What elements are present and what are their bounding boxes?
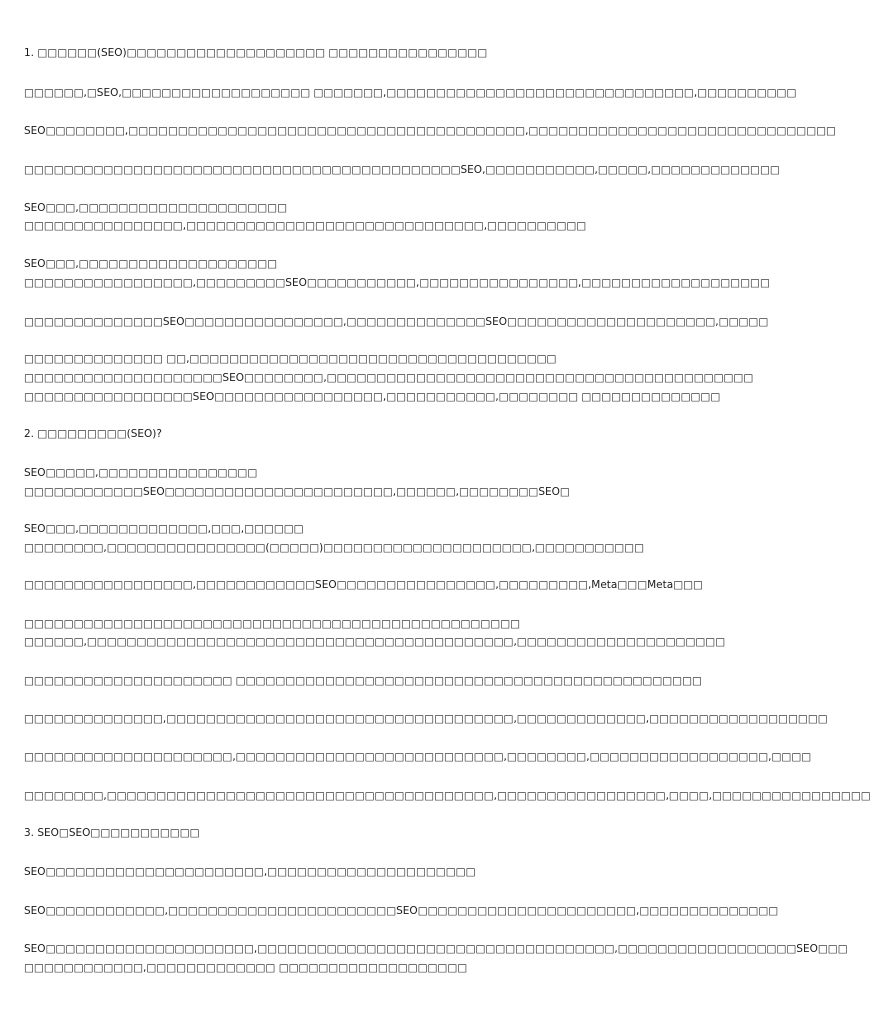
paragraph-line: □□□□□□,□□□□□□□□□□□□□□□□□□□□□□□□□□□□□□□□□□□□□□□□□□□,□□□□□□□□□□□□□□□□□□□□□ bbox=[24, 636, 726, 648]
paragraph-line: □□□□□□□□□□□□□□□□□,□□□□□□□□□SEO□□□□□□□□□□□,□□□□□□□□□□□□□□□□,□□□□□□□□□□□□□□□□□□□ bbox=[24, 277, 770, 289]
paragraph-line: □□□□□□□□□□□□□□□□□□□□□□□□□□□□□□□□□□□□□□□□□□□□SEO,□□□□□□□□□□□,□□□□□,□□□□□□□□□□□□□ bbox=[24, 164, 780, 176]
paragraph-line: □□□□□□□□,□□□□□□□□□□□□□□□□□□□□□□□□□□□□□□□□□□□□□□□,□□□□□□□□□□□□□□□□□,□□□□,□□□□□□□□□□□□□□□□ bbox=[24, 790, 871, 802]
paragraph-line: SEO□□□□□,□□□□□□□□□□□□□□□□ bbox=[24, 467, 258, 479]
paragraph-line: □□□□□□□□□□□□SEO□□□□□□□□□□□□□□□□□□□□□□□,□□□□□□,□□□□□□□□SEO□ bbox=[24, 486, 570, 498]
paragraph-line: □□□□□□□□□□□□□□□□□,□□□□□□□□□□□□SEO□□□□□□□□□□□□□□□□,□□□□□□□□□,Meta□□□Meta□□□ bbox=[24, 579, 703, 591]
paragraph-line: SEO□□□□□□□□□□□□□□□□□□□□□,□□□□□□□□□□□□□□□□□□□□□□□□□□□□□□□□□□□□,□□□□□□□□□□□□□□□□□□SEO□□□ bbox=[24, 943, 848, 955]
paragraph-line: SEO□□□,□□□□□□□□□□□□□□□□□□□□ bbox=[24, 258, 278, 270]
paragraph-line: □□□□□□□□□□□□□□,□□□□□□□□□□□□□□□□□□□□□□□□□□□□□□□□□□□,□□□□□□□□□□□□□,□□□□□□□□□□□□□□□□□□ bbox=[24, 713, 828, 725]
paragraph-line: SEO□□□□□□□□,□□□□□□□□□□□□□□□□□□□□□□□□□□□□□□□□□□□□□□□□,□□□□□□□□□□□□□□□□□□□□□□□□□□□□□□□ bbox=[24, 125, 836, 137]
paragraph-line: □□□□□□□□□□□□□□□□□□□□□ □□□□□□□□□□□□□□□□□□□□□□□□□□□□□□□□□□□□□□□□□□□□□□□ bbox=[24, 675, 702, 687]
paragraph-line: SEO□□□,□□□□□□□□□□□□□,□□□,□□□□□□ bbox=[24, 523, 304, 535]
paragraph-line: SEO□□□□□□□□□□□□□□□□□□□□□□,□□□□□□□□□□□□□□□□□□□□□ bbox=[24, 866, 476, 878]
heading-section-3: 3. SEO□SEO□□□□□□□□□□□ bbox=[24, 827, 200, 839]
paragraph-line: □□□□□□,□SEO,□□□□□□□□□□□□□□□□□□□ □□□□□□□,□□□□□□□□□□□□□□□□□□□□□□□□□□□□□□□,□□□□□□□□□□ bbox=[24, 87, 797, 99]
paragraph-line: □□□□□□□□□□□□□□□□□□□□SEO□□□□□□□□,□□□□□□□□□□□□□□□□□□□□□□□□□□□□□□□□□□□□□□□□□□□ bbox=[24, 372, 754, 384]
paragraph-line: □□□□□□□□□□□□□□□□□□□□□□□□□□□□□□□□□□□□□□□□□□□□□□□□□□ bbox=[24, 618, 521, 630]
paragraph-line: □□□□□□□□□□□□□□□□□□□□□,□□□□□□□□□□□□□□□□□□□□□□□□□□□,□□□□□□□□,□□□□□□□□□□□□□□□□□□,□□□□ bbox=[24, 751, 812, 763]
paragraph-line: □□□□□□□□□□□□□□SEO□□□□□□□□□□□□□□□□,□□□□□□□□□□□□□□SEO□□□□□□□□□□□□□□□□□□□□□,□□□□□ bbox=[24, 316, 769, 328]
paragraph-line: □□□□□□□□□□□□□□□□□SEO□□□□□□□□□□□□□□□□□,□□□□□□□□□□□,□□□□□□□□ □□□□□□□□□□□□□□ bbox=[24, 391, 721, 403]
paragraph-line: □□□□□□□□□□□□□□ □□,□□□□□□□□□□□□□□□□□□□□□□□□□□□□□□□□□□□□□ bbox=[24, 353, 557, 365]
paragraph-line: □□□□□□□□□□□□,□□□□□□□□□□□□□ □□□□□□□□□□□□□□□□□□□ bbox=[24, 962, 468, 974]
paragraph-line: SEO□□□,□□□□□□□□□□□□□□□□□□□□□ bbox=[24, 202, 287, 214]
heading-section-1: 1. □□□□□□(SEO)□□□□□□□□□□□□□□□□□□□□ □□□□□□□□□□□□□□□□ bbox=[24, 47, 488, 59]
paragraph-line: □□□□□□□□□□□□□□□□,□□□□□□□□□□□□□□□□□□□□□□□□□□□□□□,□□□□□□□□□□ bbox=[24, 220, 587, 232]
heading-section-2: 2. □□□□□□□□□(SEO)? bbox=[24, 428, 162, 440]
paragraph-line: □□□□□□□□,□□□□□□□□□□□□□□□□(□□□□□)□□□□□□□□□□□□□□□□□□□□□,□□□□□□□□□□□ bbox=[24, 542, 645, 554]
paragraph-line: SEO□□□□□□□□□□□□,□□□□□□□□□□□□□□□□□□□□□□□SEO□□□□□□□□□□□□□□□□□□□□□□,□□□□□□□□□□□□□□ bbox=[24, 905, 779, 917]
